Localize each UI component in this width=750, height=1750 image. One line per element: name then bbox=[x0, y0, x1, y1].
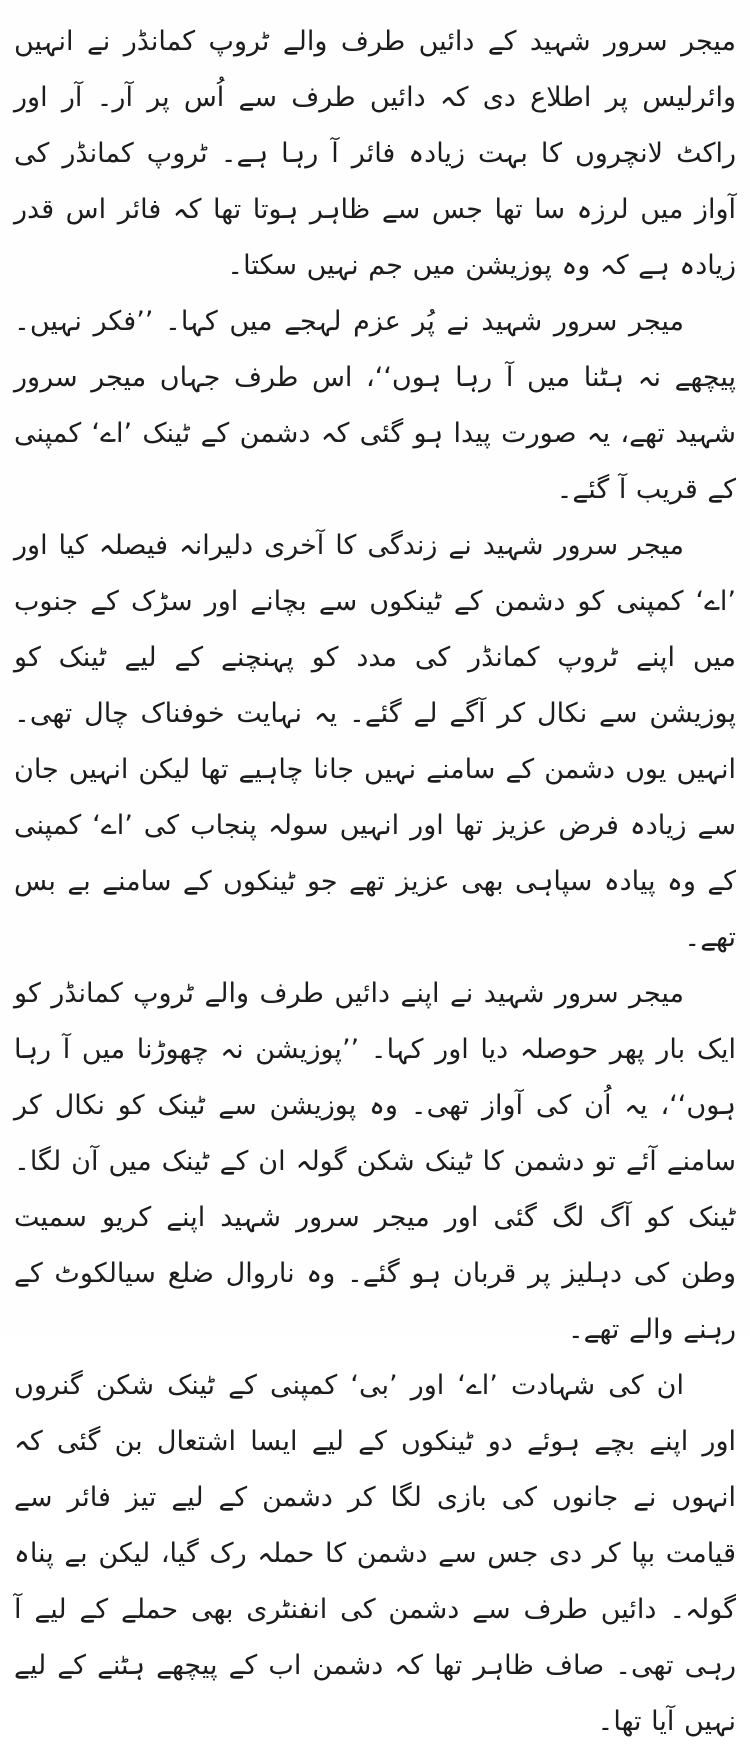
paragraph-1: میجر سرور شہید کے دائیں طرف والے ٹروپ کمانڈر نے انہیں وائرلیس پر اطلاع دی کہ دائیں طرف سے اُس پر آر۔ آر اور راکٹ لانچروں کا بہت زیادہ فائر آ رہا ہے۔ ٹروپ کمانڈر کی آواز میں لرزہ سا تھا جس سے ظاہر ہوتا تھا کہ فائر اس قدر زیادہ ہے کہ وہ پوزیشن میں جم نہیں سکتا۔ bbox=[14, 26, 736, 281]
paragraph-5: ان کی شہادت ’اے‘ اور ’بی‘ کمپنی کے ٹینک شکن گنروں اور اپنے بچے ہوئے دو ٹینکوں کے لیے ایسا اشتعال بن گئی کہ انہوں نے جانوں کی بازی لگا کر دشمن کے لیے تیز فائر سے قیامت بپا کر دی جس سے دشمن کا حملہ رک گیا، لیکن بے پناہ گولہ۔ دائیں طرف سے دشمن کی انفنٹری بھی حملے کے لیے آ رہی تھی۔ صاف ظاہر تھا کہ دشمن اب کے پیچھے ہٹنے کے لیے نہیں آیا تھا۔ bbox=[14, 1370, 736, 1737]
paragraph-3: میجر سرور شہید نے زندگی کا آخری دلیرانہ فیصلہ کیا اور ’اے‘ کمپنی کو دشمن کے ٹینکوں سے بچانے اور سڑک کے جنوب میں اپنے ٹروپ کمانڈر کی مدد کو پہنچنے کے لیے ٹینک کو پوزیشن سے نکال کر آگے لے گئے۔ یہ نہایت خوفناک چال تھی۔ انہیں یوں دشمن کے سامنے نہیں جانا چاہیے تھا لیکن انہیں جان سے زیادہ فرض عزیز تھا اور انہیں سولہ پنجاب کی ’اے‘ کمپنی کے وہ پیادہ سپاہی بھی عزیز تھے جو ٹینکوں کے سامنے بے بس تھے۔ bbox=[14, 530, 736, 953]
paragraph-4: میجر سرور شہید نے اپنے دائیں طرف والے ٹروپ کمانڈر کو ایک بار پھر حوصلہ دیا اور کہا۔ ’’پوزیشن نہ چھوڑنا میں آ رہا ہوں‘‘، یہ اُن کی آواز تھی۔ وہ پوزیشن سے ٹینک کو نکال کر سامنے آئے تو دشمن کا ٹینک شکن گولہ ان کے ٹینک میں آن لگا۔ ٹینک کو آگ لگ گئی اور میجر سرور شہید اپنے کریو سمیت وطن کی دہلیز پر قربان ہو گئے۔ وہ ناروال ضلع سیالکوٹ کے رہنے والے تھے۔ bbox=[14, 978, 736, 1345]
paragraph-2: میجر سرور شہید نے پُر عزم لہجے میں کہا۔ ’’فکر نہیں۔ پیچھے نہ ہٹنا میں آ رہا ہوں‘‘، اس طرف جہاں میجر سرور شہید تھے، یہ صورت پیدا ہو گئی کہ دشمن کے ٹینک ’اے‘ کمپنی کے قریب آ گئے۔ bbox=[14, 306, 736, 505]
